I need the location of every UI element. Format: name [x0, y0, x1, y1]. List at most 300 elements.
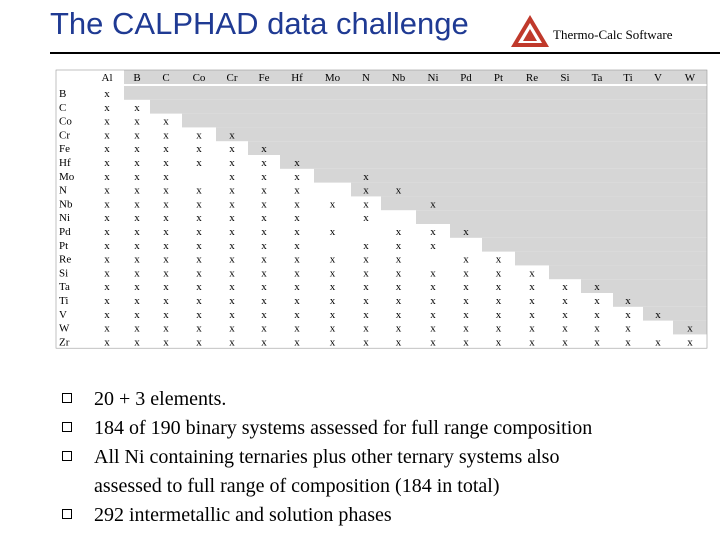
- assessed-mark: x: [196, 212, 202, 225]
- shaded-cell: [482, 238, 515, 252]
- shaded-cell: [549, 265, 581, 279]
- shaded-cell: [613, 252, 643, 266]
- assessed-mark: x: [625, 322, 631, 335]
- shaded-cell: [351, 155, 381, 169]
- assessed-mark: x: [104, 239, 110, 252]
- assessed-mark: x: [261, 322, 267, 335]
- assessed-mark: x: [329, 322, 336, 335]
- shaded-cell: [450, 86, 482, 100]
- summary-item: [62, 501, 592, 530]
- assessed-mark: x: [495, 336, 502, 349]
- assessed-mark: x: [104, 157, 110, 169]
- assessed-mark: x: [163, 226, 169, 238]
- assessed-mark: x: [363, 336, 369, 349]
- assessed-mark: x: [163, 170, 169, 183]
- shaded-cell: [673, 238, 707, 252]
- assessed-mark: x: [196, 253, 202, 266]
- shaded-cell: [416, 127, 450, 141]
- shaded-cell: [673, 86, 707, 100]
- assessed-mark: x: [594, 281, 600, 294]
- column-header: Co: [192, 72, 206, 84]
- assessed-mark: x: [495, 281, 502, 294]
- assessed-mark: x: [463, 322, 469, 335]
- shaded-cell: [182, 114, 216, 128]
- column-header: V: [654, 72, 662, 84]
- assessed-mark: x: [430, 308, 436, 321]
- shaded-cell: [613, 127, 643, 141]
- shaded-cell: [515, 127, 549, 141]
- assessed-mark: x: [687, 336, 693, 349]
- assessed-mark: x: [395, 281, 402, 294]
- shaded-cell: [351, 141, 381, 155]
- assessed-mark: x: [261, 253, 267, 266]
- column-header: Mo: [324, 72, 341, 84]
- assessed-mark: x: [395, 267, 402, 280]
- shaded-cell: [673, 224, 707, 238]
- assessed-mark: x: [363, 322, 369, 335]
- summary-item-text: All Ni containing ternaries plus other ternary systems also: [94, 446, 560, 468]
- summary-item-continuation: assessed to full range of composition (184 in total): [94, 475, 500, 497]
- shaded-cell: [314, 100, 351, 114]
- assessed-mark: x: [229, 157, 235, 169]
- shaded-cell: [482, 127, 515, 141]
- shaded-cell: [248, 114, 280, 128]
- shaded-cell: [482, 155, 515, 169]
- assessed-mark: x: [363, 267, 369, 280]
- assessed-mark: x: [395, 322, 402, 335]
- assessed-mark: x: [395, 336, 402, 349]
- assessed-mark: x: [294, 198, 300, 211]
- assessed-mark: x: [261, 308, 267, 321]
- assessed-mark: x: [562, 336, 568, 349]
- shaded-cell: [613, 86, 643, 100]
- row-header: Co: [59, 115, 72, 128]
- row-header: Cr: [59, 129, 70, 142]
- assessed-mark: x: [104, 322, 110, 335]
- summary-item: [62, 385, 592, 414]
- assessed-mark: x: [495, 253, 502, 266]
- shaded-cell: [450, 169, 482, 183]
- shaded-cell: [673, 155, 707, 169]
- assessed-mark: x: [261, 198, 267, 211]
- assessed-mark: x: [495, 295, 502, 307]
- assessed-mark: x: [294, 295, 300, 307]
- assessed-mark: x: [104, 184, 110, 197]
- shaded-cell: [581, 196, 613, 210]
- assessed-mark: x: [294, 336, 300, 349]
- assessed-mark: x: [294, 184, 300, 197]
- shaded-cell: [515, 238, 549, 252]
- shaded-cell: [280, 114, 314, 128]
- shaded-cell: [182, 86, 216, 100]
- shaded-cell: [673, 307, 707, 321]
- assessed-mark: x: [463, 336, 469, 349]
- summary-item: [62, 443, 592, 472]
- assessed-mark: x: [430, 267, 436, 280]
- column-header: Re: [525, 72, 539, 84]
- shaded-cell: [549, 114, 581, 128]
- shaded-cell: [613, 114, 643, 128]
- shaded-cell: [673, 141, 707, 155]
- assessed-mark: x: [395, 239, 402, 252]
- assessed-mark: x: [163, 308, 169, 321]
- assessed-mark: x: [229, 143, 235, 156]
- shaded-cell: [581, 169, 613, 183]
- shaded-cell: [643, 86, 673, 100]
- column-header: Fe: [258, 72, 270, 84]
- shaded-cell: [381, 169, 416, 183]
- assessed-mark: x: [196, 226, 202, 238]
- shaded-cell: [643, 210, 673, 224]
- row-header: Si: [59, 267, 69, 280]
- shaded-cell: [643, 293, 673, 307]
- shaded-cell: [613, 169, 643, 183]
- assessed-mark: x: [134, 143, 140, 156]
- shaded-cell: [643, 141, 673, 155]
- assessed-mark: x: [562, 295, 568, 307]
- shaded-cell: [450, 183, 482, 197]
- shaded-cell: [673, 293, 707, 307]
- shaded-cell: [515, 252, 549, 266]
- assessed-mark: x: [229, 239, 235, 252]
- assessed-mark: x: [134, 281, 140, 294]
- assessed-mark: x: [104, 129, 110, 142]
- shaded-cell: [549, 196, 581, 210]
- shaded-cell: [482, 169, 515, 183]
- assessed-mark: x: [329, 308, 336, 321]
- shaded-cell: [613, 238, 643, 252]
- summary-item-text: 20 + 3 elements.: [94, 388, 227, 410]
- shaded-cell: [581, 265, 613, 279]
- assessed-mark: x: [363, 295, 369, 307]
- assessed-mark: x: [229, 184, 235, 197]
- assessed-mark: x: [687, 322, 693, 335]
- shaded-cell: [581, 210, 613, 224]
- shaded-cell: [482, 183, 515, 197]
- shaded-cell: [581, 224, 613, 238]
- column-header: Si: [560, 72, 570, 84]
- assessed-mark: x: [229, 267, 235, 280]
- row-header: Zr: [59, 336, 70, 349]
- assessed-mark: x: [163, 129, 169, 142]
- assessed-mark: x: [463, 226, 469, 238]
- row-header: V: [59, 308, 67, 321]
- shaded-cell: [643, 155, 673, 169]
- shaded-cell: [515, 114, 549, 128]
- assessed-mark: x: [163, 281, 169, 294]
- assessed-mark: x: [261, 143, 267, 156]
- assessed-mark: x: [104, 143, 110, 156]
- shaded-cell: [450, 210, 482, 224]
- assessed-mark: x: [229, 198, 235, 211]
- shaded-cell: [515, 141, 549, 155]
- shaded-cell: [248, 100, 280, 114]
- assessed-mark: x: [363, 212, 369, 225]
- assessed-mark: x: [594, 322, 600, 335]
- column-header: Nb: [391, 72, 406, 84]
- shaded-cell: [643, 127, 673, 141]
- shaded-cell: [515, 100, 549, 114]
- shaded-cell: [643, 238, 673, 252]
- shaded-cell: [381, 141, 416, 155]
- shaded-cell: [613, 183, 643, 197]
- row-header: Hf: [59, 157, 71, 169]
- shaded-cell: [613, 141, 643, 155]
- assessed-mark: x: [104, 198, 110, 211]
- assessed-mark: x: [163, 295, 169, 307]
- shaded-cell: [280, 127, 314, 141]
- column-header: Ta: [591, 72, 603, 84]
- assessed-mark: x: [430, 295, 436, 307]
- assessed-mark: x: [134, 115, 140, 128]
- assessed-mark: x: [395, 295, 402, 307]
- assessed-mark: x: [294, 308, 300, 321]
- assessed-mark: x: [134, 308, 140, 321]
- shaded-cell: [515, 86, 549, 100]
- shaded-cell: [280, 141, 314, 155]
- row-header: Mo: [59, 170, 75, 183]
- assessed-mark: x: [134, 226, 140, 238]
- checkbox-bullet-icon: [62, 451, 72, 461]
- assessed-mark: x: [625, 295, 631, 307]
- assessed-mark: x: [163, 212, 169, 225]
- assessed-mark: x: [196, 184, 202, 197]
- assessed-mark: x: [163, 239, 169, 252]
- row-header: W: [59, 322, 70, 335]
- assessed-mark: x: [134, 322, 140, 335]
- assessed-mark: x: [294, 170, 300, 183]
- assessed-mark: x: [134, 253, 140, 266]
- assessed-mark: x: [163, 184, 169, 197]
- shaded-cell: [643, 265, 673, 279]
- shaded-cell: [216, 114, 248, 128]
- assessed-mark: x: [294, 157, 300, 169]
- shaded-cell: [581, 114, 613, 128]
- assessed-mark: x: [261, 295, 267, 307]
- shaded-cell: [314, 169, 351, 183]
- shaded-cell: [673, 210, 707, 224]
- assessed-mark: x: [363, 281, 369, 294]
- assessed-mark: x: [229, 253, 235, 266]
- assessed-mark: x: [134, 170, 140, 183]
- shaded-cell: [549, 141, 581, 155]
- shaded-cell: [549, 127, 581, 141]
- assessed-mark: x: [196, 198, 202, 211]
- page-title: The CALPHAD data challenge: [50, 6, 469, 41]
- assessed-mark: x: [463, 308, 469, 321]
- row-header: N: [59, 184, 67, 197]
- shaded-cell: [314, 141, 351, 155]
- shaded-cell: [482, 196, 515, 210]
- assessed-mark: x: [655, 336, 661, 349]
- shaded-cell: [314, 127, 351, 141]
- assessed-mark: x: [196, 308, 202, 321]
- assessed-mark: x: [104, 170, 110, 183]
- shaded-cell: [216, 100, 248, 114]
- assessed-mark: x: [329, 267, 336, 280]
- shaded-cell: [216, 86, 248, 100]
- assessed-mark: x: [655, 308, 661, 321]
- row-header: C: [59, 101, 67, 114]
- assessed-mark: x: [261, 239, 267, 252]
- shaded-cell: [613, 210, 643, 224]
- row-header: Ni: [59, 212, 70, 225]
- assessed-mark: x: [104, 267, 110, 280]
- assessed-mark: x: [229, 281, 235, 294]
- assessed-mark: x: [463, 267, 469, 280]
- assessed-mark: x: [294, 267, 300, 280]
- assessed-mark: x: [163, 322, 169, 335]
- shaded-cell: [549, 100, 581, 114]
- shaded-cell: [643, 224, 673, 238]
- assessed-mark: x: [229, 170, 235, 183]
- shaded-cell: [150, 86, 182, 100]
- shaded-cell: [643, 183, 673, 197]
- shaded-cell: [673, 114, 707, 128]
- assessed-mark: x: [594, 295, 600, 307]
- assessed-mark: x: [104, 226, 110, 238]
- shaded-cell: [248, 86, 280, 100]
- shaded-cell: [416, 114, 450, 128]
- shaded-cell: [416, 155, 450, 169]
- shaded-cell: [515, 210, 549, 224]
- assessed-mark: x: [463, 295, 469, 307]
- shaded-cell: [673, 196, 707, 210]
- shaded-cell: [351, 114, 381, 128]
- assessed-mark: x: [134, 101, 140, 114]
- shaded-cell: [381, 100, 416, 114]
- shaded-cell: [381, 196, 416, 210]
- shaded-cell: [482, 114, 515, 128]
- assessed-mark: x: [134, 239, 140, 252]
- shaded-cell: [581, 252, 613, 266]
- row-header: Ti: [59, 295, 69, 307]
- shaded-cell: [613, 196, 643, 210]
- column-header: Al: [101, 72, 113, 84]
- assessed-mark: x: [104, 336, 110, 349]
- shaded-cell: [381, 114, 416, 128]
- assessed-mark: x: [529, 308, 535, 321]
- assessed-mark: x: [562, 322, 568, 335]
- assessed-mark: x: [430, 226, 436, 238]
- assessed-mark: x: [104, 101, 110, 114]
- checkbox-bullet-icon: [62, 422, 72, 432]
- assessed-mark: x: [529, 295, 535, 307]
- assessed-mark: x: [134, 157, 140, 169]
- assessed-mark: x: [529, 336, 535, 349]
- assessed-mark: x: [163, 157, 169, 169]
- assessed-mark: x: [495, 322, 502, 335]
- assessed-mark: x: [196, 336, 202, 349]
- shaded-cell: [643, 279, 673, 293]
- assessed-mark: x: [229, 308, 235, 321]
- shaded-cell: [351, 100, 381, 114]
- shaded-cell: [581, 86, 613, 100]
- column-header: C: [162, 72, 170, 84]
- assessed-mark: x: [261, 336, 267, 349]
- shaded-cell: [673, 100, 707, 114]
- assessed-mark: x: [196, 295, 202, 307]
- assessed-mark: x: [163, 253, 169, 266]
- shaded-cell: [450, 100, 482, 114]
- shaded-cell: [150, 100, 182, 114]
- assessed-mark: x: [395, 184, 402, 197]
- assessed-mark: x: [294, 239, 300, 252]
- column-header: Pt: [493, 72, 504, 84]
- assessed-mark: x: [104, 88, 110, 100]
- shaded-cell: [549, 252, 581, 266]
- assessed-mark: x: [196, 281, 202, 294]
- shaded-cell: [450, 155, 482, 169]
- assessed-mark: x: [261, 212, 267, 225]
- assessed-mark: x: [329, 281, 336, 294]
- assessed-mark: x: [134, 267, 140, 280]
- shaded-cell: [450, 196, 482, 210]
- shaded-cell: [351, 86, 381, 100]
- assessed-mark: x: [562, 308, 568, 321]
- shaded-cell: [248, 127, 280, 141]
- assessed-mark: x: [363, 198, 369, 211]
- assessed-mark: x: [134, 336, 140, 349]
- assessed-mark: x: [229, 212, 235, 225]
- assessed-mark: x: [625, 308, 631, 321]
- shaded-cell: [549, 86, 581, 100]
- assessed-mark: x: [261, 281, 267, 294]
- shaded-cell: [351, 127, 381, 141]
- shaded-cell: [673, 127, 707, 141]
- shaded-cell: [643, 196, 673, 210]
- assessed-mark: x: [261, 157, 267, 169]
- assessed-mark: x: [329, 226, 336, 238]
- assessed-mark: x: [329, 253, 336, 266]
- shaded-cell: [182, 100, 216, 114]
- assessed-mark: x: [134, 129, 140, 142]
- assessed-mark: x: [529, 281, 535, 294]
- column-header: W: [684, 72, 696, 84]
- shaded-cell: [381, 155, 416, 169]
- assessed-mark: x: [329, 336, 336, 349]
- assessed-mark: x: [430, 281, 436, 294]
- row-header: Fe: [59, 143, 70, 156]
- row-header: Nb: [59, 198, 73, 211]
- assessed-mark: x: [430, 239, 436, 252]
- column-header: B: [133, 72, 141, 84]
- shaded-cell: [482, 210, 515, 224]
- shaded-cell: [643, 114, 673, 128]
- shaded-cell: [314, 155, 351, 169]
- shaded-cell: [416, 169, 450, 183]
- assessed-mark: x: [134, 184, 140, 197]
- column-header: Ti: [623, 72, 633, 84]
- shaded-cell: [416, 210, 450, 224]
- assessed-mark: x: [363, 184, 369, 197]
- row-header: Pd: [59, 226, 71, 238]
- shaded-cell: [643, 252, 673, 266]
- assessed-mark: x: [395, 226, 402, 238]
- shaded-cell: [450, 141, 482, 155]
- shaded-cell: [482, 100, 515, 114]
- shaded-cell: [416, 141, 450, 155]
- shaded-cell: [482, 86, 515, 100]
- assessed-mark: x: [104, 253, 110, 266]
- assessed-mark: x: [229, 322, 235, 335]
- shaded-cell: [673, 265, 707, 279]
- shaded-cell: [314, 86, 351, 100]
- assessed-mark: x: [495, 308, 502, 321]
- assessed-mark: x: [395, 253, 402, 266]
- shaded-cell: [549, 155, 581, 169]
- assessed-mark: x: [229, 295, 235, 307]
